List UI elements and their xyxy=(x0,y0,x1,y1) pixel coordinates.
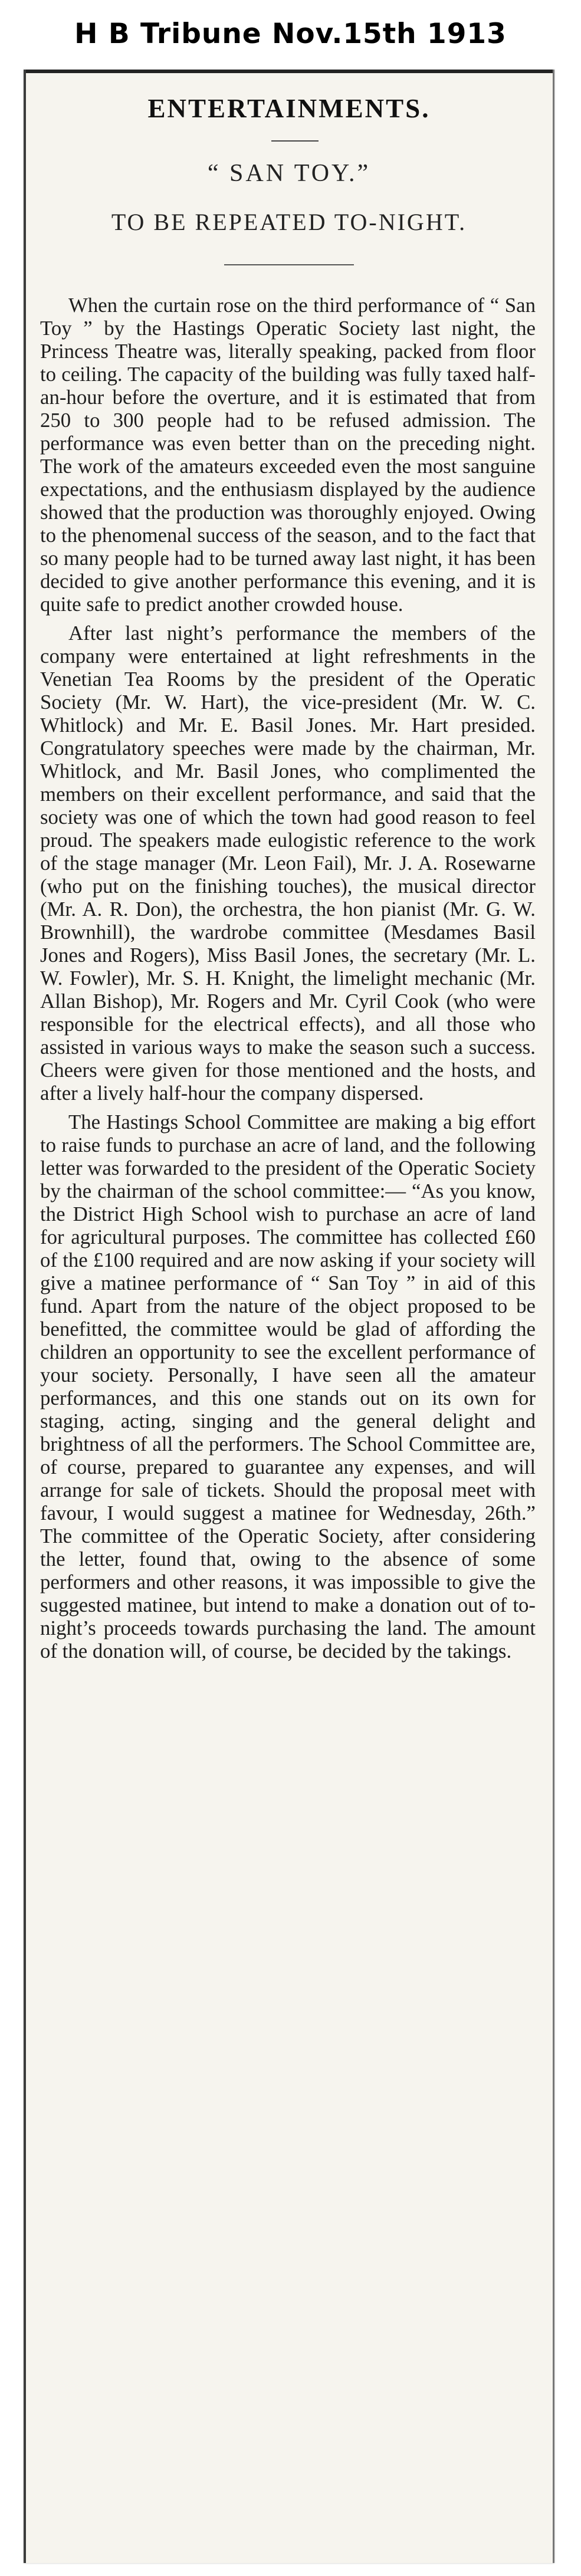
title-divider xyxy=(271,140,319,142)
article-headline: “ SAN TOY.” xyxy=(207,160,371,187)
newspaper-clipping xyxy=(24,70,554,2563)
top-column-rule xyxy=(24,70,554,73)
article-subhead: TO BE REPEATED TO-NIGHT. xyxy=(111,209,467,235)
article-paragraph-1: When the curtain rose on the third performance of “ San Toy ” by the Hastings Operatic Society last night, the Princess Theatre was, literally speaking, packed from floor to ceiling. The capacity of the building was fully taxed half-an-hour before the overture, and it is estimated that from 250 to 300 people had to be refused admission. The performance was even better than on the preceding night. The work of the amateurs exceeded even the most sanguine expectations, and the enthusiasm displayed by the audience showed that the production was thoroughly enjoyed. Owing to the phenomenal success of the season, and to the fact that so many people had to be turned away last night, it has been decided to give another performance this evening, and it is quite safe to predict another crowded house. xyxy=(40,294,536,616)
headline-divider xyxy=(224,264,354,265)
source-label: H B Tribune Nov.15th 1913 xyxy=(74,18,507,50)
article-paragraph-2: After last night’s performance the members of the company were entertained at light refreshments in the Venetian Tea Rooms by the president of the Operatic Society (Mr. W. Hart), the vice-president (Mr. W. C. Whitlock) and Mr. E. Basil Jones. Mr. Hart presided. Congratulatory speeches were made by the chairman, Mr. Whitlock, and Mr. Basil Jones, who complimented the members on their excellent performance, and said that the society was one of which the town had good reason to feel proud. The speakers made eulogistic reference to the work of the stage manager (Mr. Leon Fail), Mr. J. A. Rosewarne (who put on the finishing touches), the musical director (Mr. A. R. Don), the orchestra, the hon pianist (Mr. G. W. Brownhill), the wardrobe committee (Mesdames Basil Jones and Rogers), Miss Basil Jones, the secretary (Mr. L. W. Fowler), Mr. S. H. Knight, the limelight mechanic (Mr. Allan Bishop), Mr. Rogers and Mr. Cyril Cook (who were responsible for the electrical effects), and all those who assisted in various ways to make the season such a success. Cheers were given for those mentioned and the hosts, and after a lively half-hour the company dispersed. xyxy=(40,622,536,1105)
article-body xyxy=(40,294,536,1668)
left-column-rule xyxy=(24,70,26,2563)
article-paragraph-3: The Hastings School Committee are making a big effort to raise funds to purchase an acre of land, and the following letter was forwarded to the president of the Operatic Society by the chairman of the school committee:— “As you know, the District High School wish to purchase an acre of land for agricultural purposes. The committee has collected £60 of the £100 required and are now asking if your society will give a matinee performance of “ San Toy ” in aid of this fund. Apart from the nature of the object proposed to be benefitted, the committee would be glad of affording the children an opportunity to see the excellent performance of your society. Personally, I have seen all the amateur performances, and this one stands out on its own for staging, acting, singing and the general delight and brightness of all the performers. The School Committee are, of course, prepared to guarantee any expenses, and will arrange for sale of tickets. Should the proposal meet with favour, I would suggest a matinee for Wednesday, 26th.” The committee of the Operatic Society, after considering the letter, found that, owing to the absence of some performers and other reasons, it was impossible to give the suggested matinee, but intend to make a donation out of to-night’s proceeds towards purchasing the land. The amount of the donation will, of course, be decided by the takings. xyxy=(40,1110,536,1662)
section-title: ENTERTAINMENTS. xyxy=(147,94,431,123)
right-column-rule xyxy=(553,70,554,2563)
